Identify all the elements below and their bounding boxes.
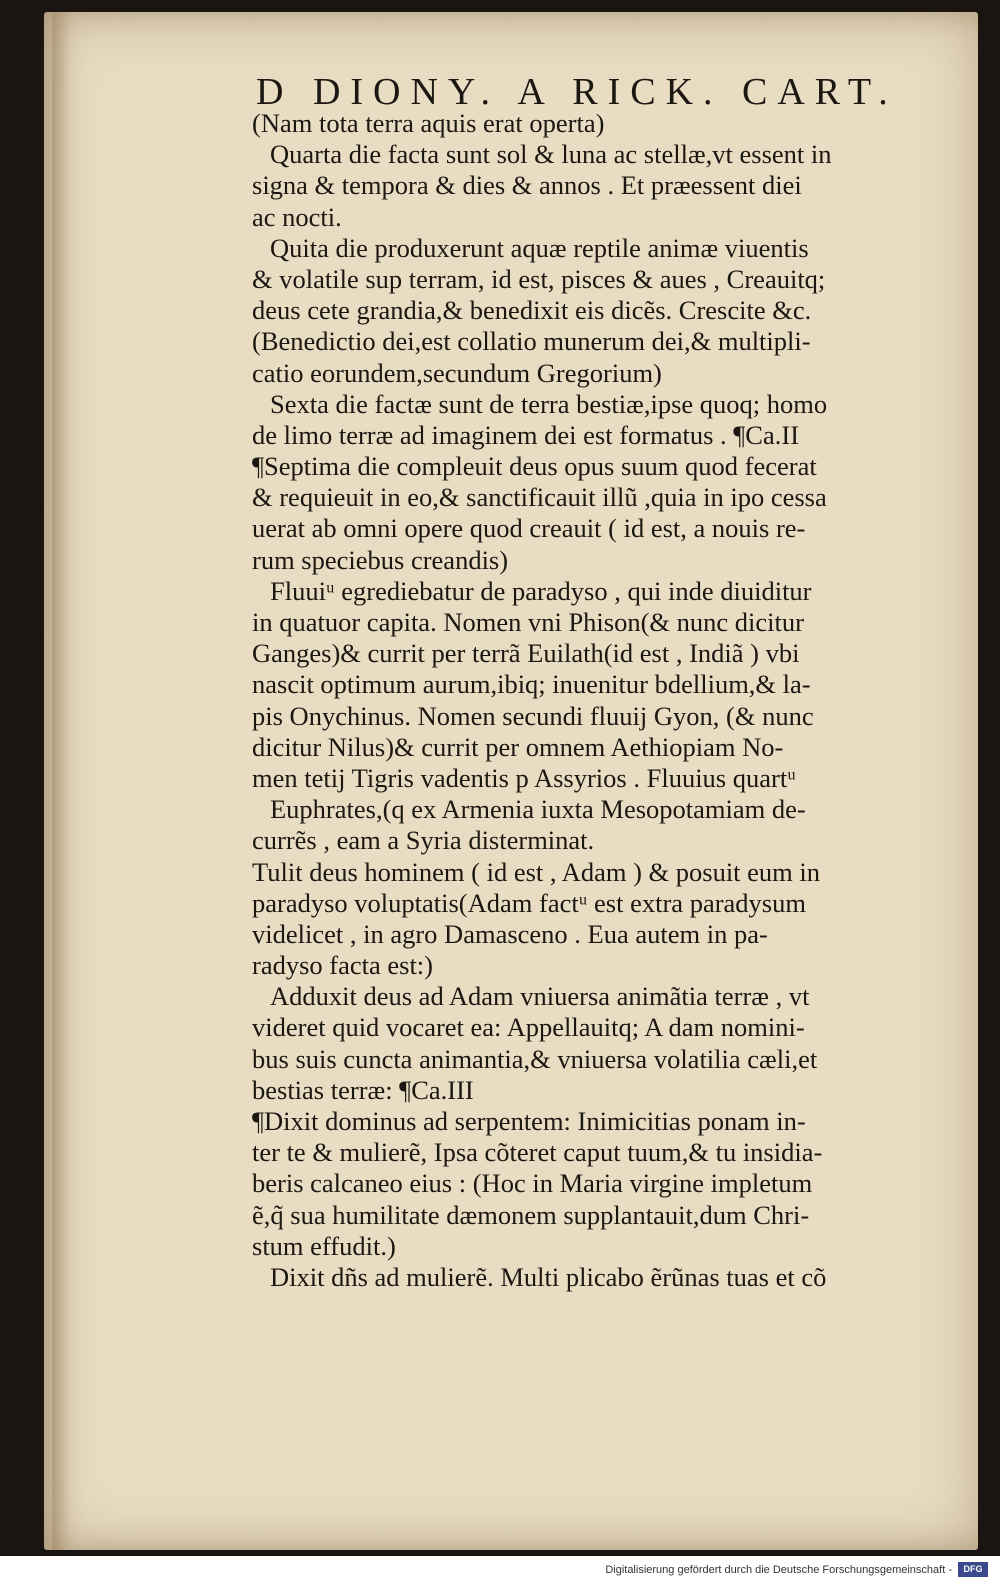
text-line: (Nam tota terra aquis erat operta) xyxy=(252,108,605,138)
text-line: Quarta die facta sunt sol & luna ac stellæ,vt essent in xyxy=(270,139,832,170)
text-line: pis Onychinus. Nomen secundi fluuij Gyon, (& nunc xyxy=(252,700,814,731)
footer-credit: Digitalisierung gefördert durch die Deutsche Forschungsgemeinschaft - xyxy=(605,1564,952,1576)
text-line: bus suis cuncta animantia,& vniuersa volatilia cæli,et xyxy=(252,1043,818,1074)
text-line: Quita die produxerunt aquæ reptile animæ viuentis xyxy=(270,232,809,263)
text-line: deus cete grandia,& benedixit eis dicẽs. Crescite &c. xyxy=(252,295,812,326)
text-line: Tulit deus hominem ( id est , Adam ) & posuit eum in xyxy=(252,856,821,887)
text-line: ac nocti. xyxy=(252,201,342,232)
text-line: & volatile sup terram, id est, pisces & aues , Creauitq; xyxy=(252,263,826,294)
text-line: Fluuiᵘ egrediebatur de paradyso , qui inde diuiditur xyxy=(270,575,812,606)
text-line: Ganges)& currit per terrã Euilath(id est , Indiã ) vbi xyxy=(252,638,800,669)
text-line: nascit optimum aurum,ibiq; inuenitur bdellium,& la- xyxy=(252,669,811,700)
text-line: de limo terræ ad imaginem dei est formatus . ¶Ca.II xyxy=(252,419,800,450)
text-line: (Benedictio dei,est collatio munerum dei,& multipli- xyxy=(252,326,811,357)
text-line: catio eorundem,secundum Gregorium) xyxy=(252,357,662,388)
text-line: currẽs , eam a Syria disterminat. xyxy=(252,825,595,856)
footer-bar xyxy=(0,1556,1000,1587)
text-line: stum effudit.) xyxy=(252,1230,396,1261)
text-line: bestias terræ: ¶Ca.III xyxy=(252,1074,474,1105)
text-line: ter te & mulierẽ, Ipsa cõteret caput tuum,& tu insidia- xyxy=(252,1137,823,1168)
text-line: uerat ab omni opere quod creauit ( id est, a nouis re- xyxy=(252,513,806,544)
text-line: ¶Septima die compleuit deus opus suum quod fecerat xyxy=(252,451,817,482)
text-line: rum speciebus creandis) xyxy=(252,544,509,575)
text-line: radyso facta est:) xyxy=(252,950,433,981)
dfg-logo: DFG xyxy=(958,1562,988,1577)
text-line: Sexta die factæ sunt de terra bestiæ,ipse quoq; homo xyxy=(270,388,828,419)
text-line: dicitur Nilus)& currit per omnem Aethiopiam No- xyxy=(252,731,784,762)
text-line: Dixit dñs ad mulierẽ. Multi plicabo ẽrũnas tuas et cõ xyxy=(270,1261,827,1292)
text-line: Euphrates,(q ex Armenia iuxta Mesopotamiam de- xyxy=(270,794,806,825)
page-gutter-shadow xyxy=(52,12,70,1550)
text-line: men tetij Tigris vadentis p Assyrios . Fluuius quartᵘ xyxy=(252,762,796,793)
text-line: ¶Dixit dominus ad serpentem: Inimicitias ponam in- xyxy=(252,1106,806,1136)
running-head: D DIONY. A RICK. CART. xyxy=(256,71,898,113)
text-line: ẽ,q̃ sua humilitate dæmonem supplantauit,dum Chri- xyxy=(252,1199,810,1230)
text-line: beris calcaneo eius : (Hoc in Maria virgine impletum xyxy=(252,1168,813,1199)
text-line: paradyso voluptatis(Adam factᵘ est extra paradysum xyxy=(252,887,806,918)
text-line: signa & tempora & dies & annos . Et præessent diei xyxy=(252,170,802,201)
page-text xyxy=(252,108,932,1293)
text-line: & requieuit in eo,& sanctificauit illũ ,quia in ipo cessa xyxy=(252,482,827,513)
text-line: videlicet , in agro Damasceno . Eua autem in pa- xyxy=(252,918,768,949)
text-line: videret quid vocaret ea: Appellauitq; A dam nomini- xyxy=(252,1012,805,1043)
text-line: Adduxit deus ad Adam vniuersa animãtia terræ , vt xyxy=(270,981,810,1012)
text-line: in quatuor capita. Nomen vni Phison(& nunc dicitur xyxy=(252,607,804,637)
